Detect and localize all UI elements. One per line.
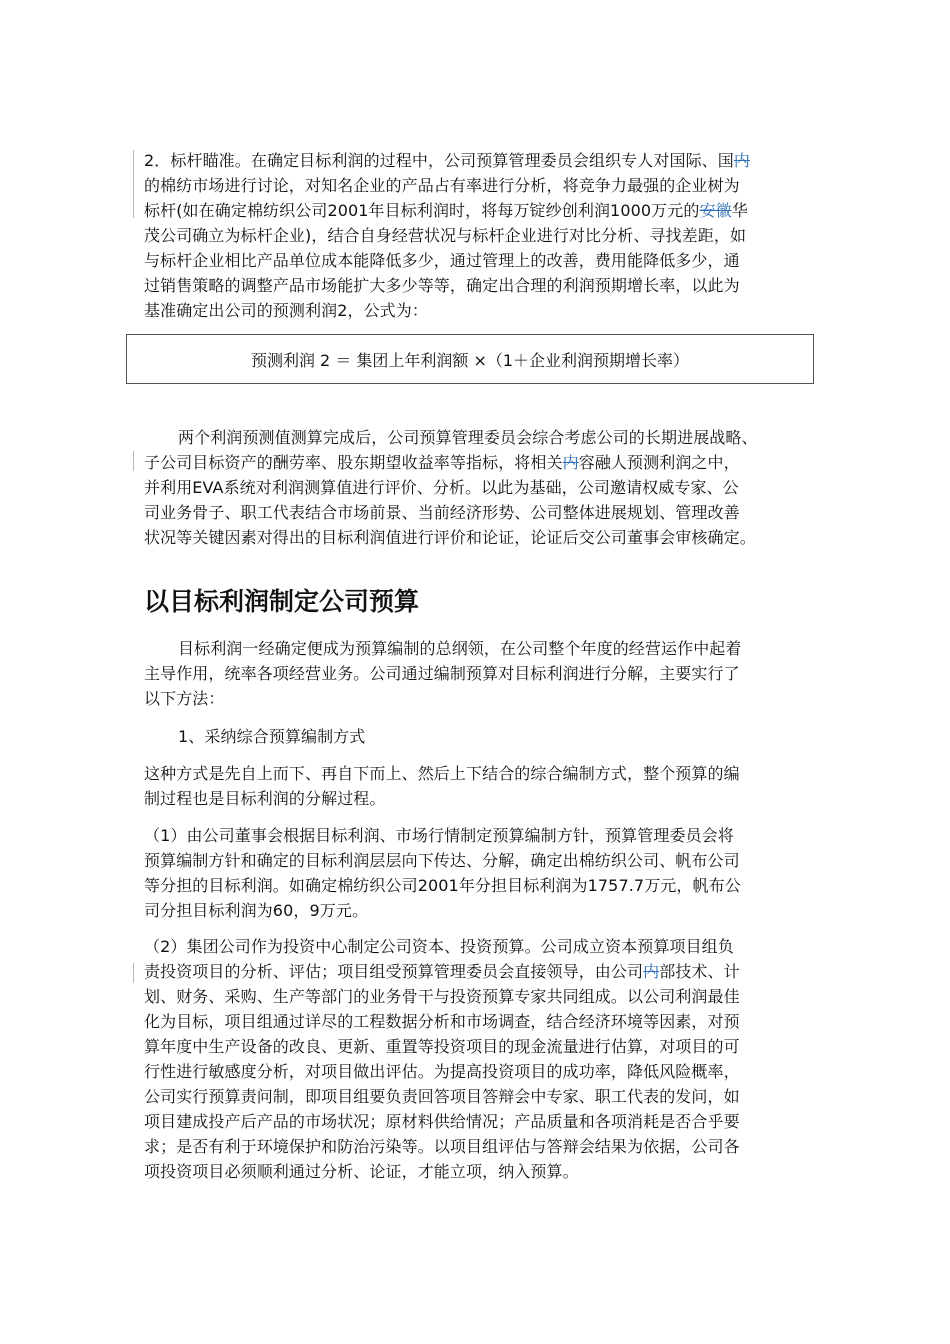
revision-bar <box>133 150 134 218</box>
tracked-change: 内 <box>733 151 750 170</box>
text-line: （2）集团公司作为投资中心制定公司资本、投资预算。公司成立资本预算项目组负 <box>144 937 734 956</box>
paragraph-method-desc <box>144 761 810 811</box>
paragraph-intro <box>144 636 810 711</box>
text-line: 预算编制方针和确定的目标利润层层向下传达、分解，确定出棉纺织公司、帆布公司 <box>144 851 740 870</box>
text-line: 主导作用，统率各项经营业务。公司通过编制预算对目标利润进行分解，主要实行了 <box>144 664 740 683</box>
text-line: 求；是否有利于环境保护和防治污染等。以项目组评估与答辩会结果为依据，公司各 <box>144 1137 740 1156</box>
text-line: 划、财务、采购、生产等部门的业务骨干与投资预算专家共同组成。以公司利润最佳 <box>144 987 740 1006</box>
paragraph-benchmarking <box>144 148 810 323</box>
text-line: 行性进行敏感度分析，对项目做出评估。为提高投资项目的成功率，降低风险概率， <box>144 1062 740 1081</box>
text-line: 状况等关键因素对得出的目标利润值进行评价和论证，论证后交公司董事会审核确定。 <box>144 528 756 547</box>
section-heading: 以目标利润制定公司预算 <box>144 587 420 616</box>
text-line: 与标杆企业相比产品单位成本能降低多少，通过管理上的改善，费用能降低多少，通 <box>144 251 740 270</box>
paragraph-item-1 <box>144 823 810 923</box>
text-line: 基准确定出公司的预测利润2，公式为： <box>144 301 428 320</box>
text-line: 项目建成投产后产品的市场状况；原材料供给情况；产品质量和各项消耗是否合乎要 <box>144 1112 740 1131</box>
text-line: 这种方式是先自上而下、再自下而上、然后上下结合的综合编制方式，整个预算的编 <box>144 764 740 783</box>
paragraph-method-title <box>144 724 810 749</box>
text-line: 司分担目标利润为60，9万元。 <box>144 901 369 920</box>
text-line: 责投资项目的分析、评估；项目组受预算管理委员会直接领导，由公司内部技术、计 <box>144 962 740 981</box>
paragraph-item-2 <box>144 934 810 1184</box>
text-line: 茂公司确立为标杆企业)，结合自身经营状况与标杆企业进行对比分析、寻找差距，如 <box>144 226 747 245</box>
text-line: 标杆(如在确定棉纺织公司2001年目标利润时，将每万锭纱创利润1000万元的安徽华 <box>144 201 748 220</box>
text-line: 等分担的目标利润。如确定棉纺织公司2001年分担目标利润为1757.7万元，帆布公 <box>144 876 741 895</box>
text-line: 化为目标，项目组通过详尽的工程数据分析和市场调查，结合经济环境等因素，对预 <box>144 1012 740 1031</box>
tracked-change: 内 <box>643 962 660 981</box>
text-line: 以下方法： <box>144 689 225 708</box>
tracked-change: 内 <box>562 453 579 472</box>
tracked-change: 安徽 <box>699 201 732 220</box>
text-line: 算年度中生产设备的改良、更新、重置等投资项目的现金流量进行估算，对项目的可 <box>144 1037 740 1056</box>
text-line: 1、采纳综合预算编制方式 <box>178 727 366 746</box>
paragraph-profit-evaluation <box>144 425 810 550</box>
text-line: 过销售策略的调整产品市场能扩大多少等等，确定出合理的利润预期增长率，以此为 <box>144 276 740 295</box>
text-line: 司业务骨子、职工代表结合市场前景、当前经济形势、公司整体进展规划、管理改善 <box>144 503 740 522</box>
revision-bar <box>133 451 134 471</box>
text-line: （1）由公司董事会根据目标利润、市场行情制定预算编制方针，预算管理委员会将 <box>144 826 734 845</box>
text-line: 子公司目标资产的酬劳率、股东期望收益率等指标，将相关内容融人预测利润之中， <box>144 453 740 472</box>
text-line: 项投资项目必须顺利通过分析、论证，才能立项，纳入预算。 <box>144 1162 579 1181</box>
text-line: 公司实行预算责问制，即项目组要负责回答项目答辩会中专家、职工代表的发问，如 <box>144 1087 740 1106</box>
text-line: 两个利润预测值测算完成后，公司预算管理委员会综合考虑公司的长期进展战略、 <box>178 428 758 447</box>
text-line: 的棉纺市场进行讨论，对知名企业的产品占有率进行分析，将竞争力最强的企业树为 <box>144 176 740 195</box>
formula-box <box>126 334 814 384</box>
text-line: 制过程也是目标利润的分解过程。 <box>144 789 386 808</box>
text-line: 并利用EVA系统对利润测算值进行评价、分析。以此为基础，公司邀请权威专家、公 <box>144 478 739 497</box>
formula-text: 预测利润 2 ＝ 集团上年利润额 ×（1＋企业利润预期增长率） <box>250 350 690 370</box>
text-line: 目标利润一经确定便成为预算编制的总纲领，在公司整个年度的经营运作中起着 <box>178 639 742 658</box>
revision-bar <box>133 963 134 983</box>
text-line: 2．标杆瞄准。在确定目标利润的过程中，公司预算管理委员会组织专人对国际、国内 <box>144 151 750 170</box>
